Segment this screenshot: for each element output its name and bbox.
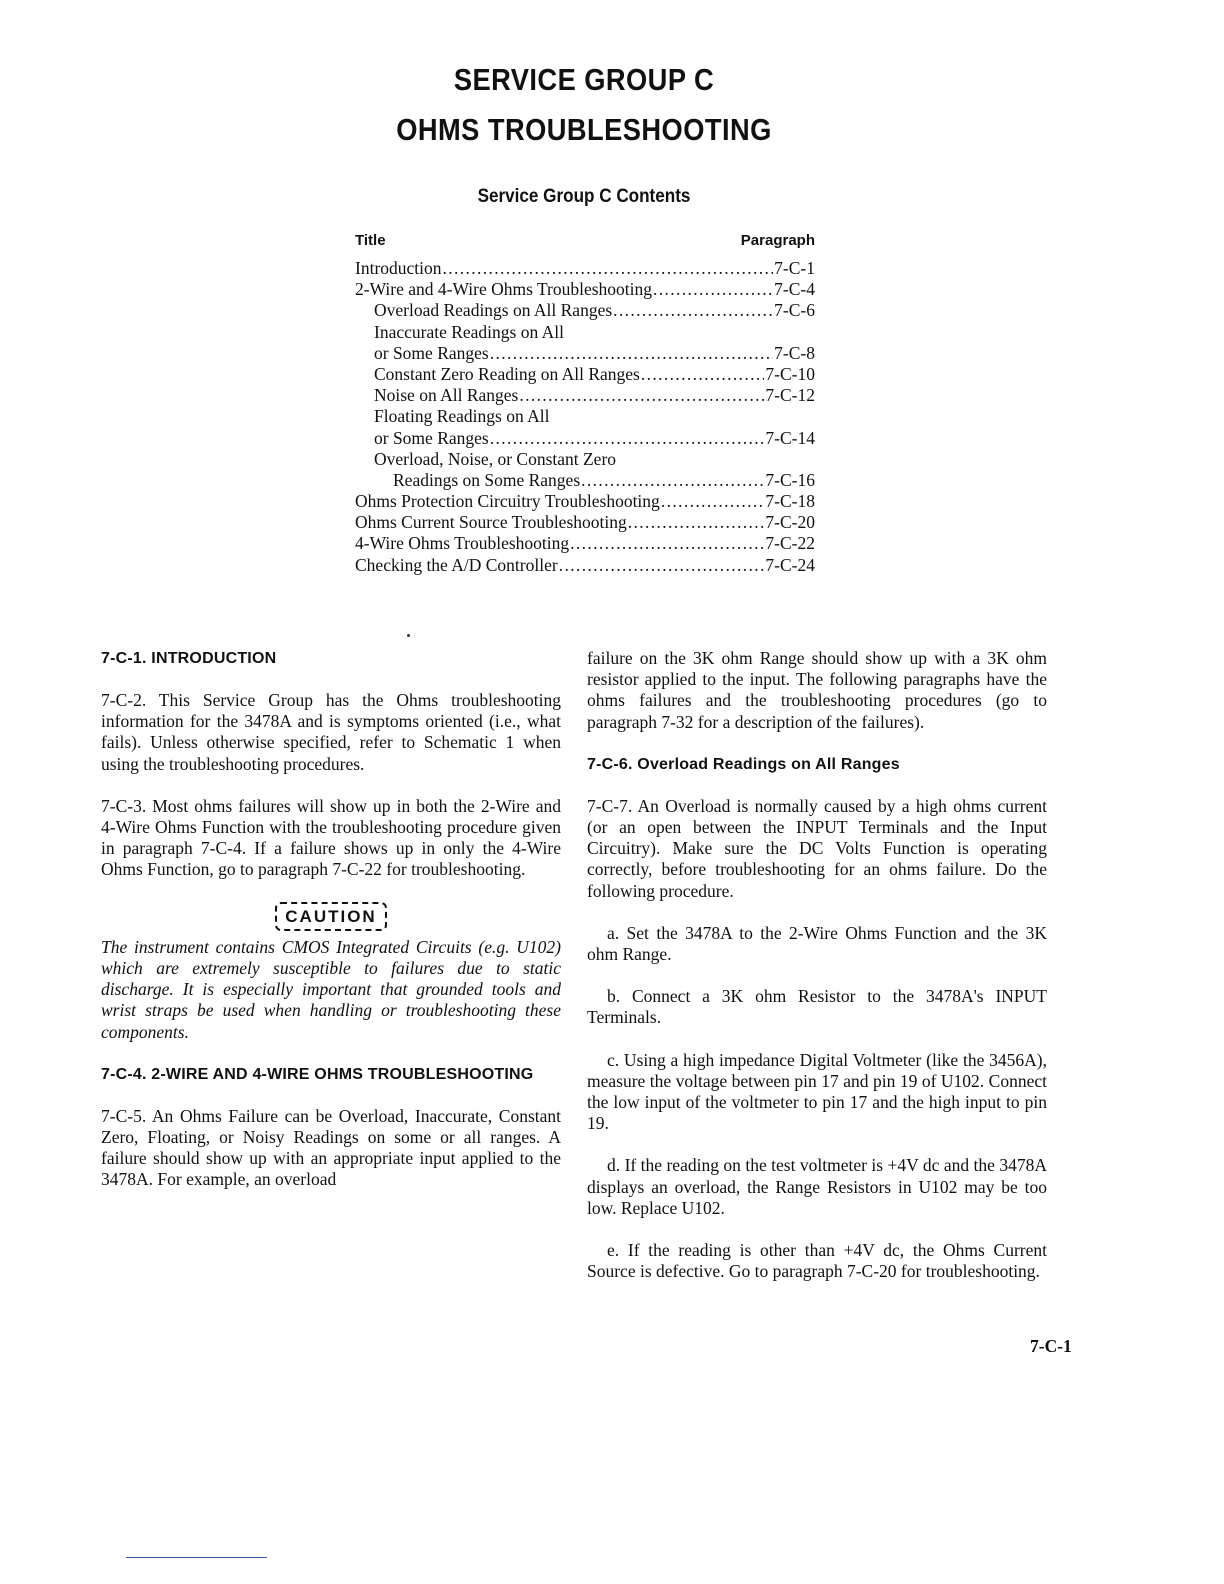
toc-row[interactable] — [355, 364, 815, 385]
paragraph-7-c-7: 7-C-7. An Overload is normally caused by a high ohms current (or an open between the INPUT Terminals and the Input Circuitry). Make sure the DC Volts Function is operating correctly, before troubleshooting for an ohms failure. Do the following procedure. — [587, 795, 1047, 901]
toc-paragraph-column: Paragraph — [740, 232, 815, 249]
toc-label: Readings on Some Ranges — [393, 469, 581, 490]
toc-row[interactable] — [355, 300, 815, 321]
toc-label: or Some Ranges — [374, 427, 489, 448]
toc-label: Inaccurate Readings on All — [374, 321, 565, 342]
toc-number: 7-C-16 — [765, 469, 815, 490]
table-of-contents — [355, 232, 815, 576]
toc-number: 7-C-12 — [765, 385, 815, 406]
service-group-title: SERVICE GROUP C — [453, 62, 715, 97]
step-c: c. Using a high impedance Digital Voltmeter (like the 3456A), measure the voltage between pin 17 and pin 19 of U102. Connect the low input of the voltmeter to pin 17 and the high input to pin 19. — [587, 1049, 1047, 1134]
toc-label: 4-Wire Ohms Troubleshooting — [355, 533, 570, 554]
step-a: a. Set the 3478A to the 2-Wire Ohms Function and the 3K ohm Range. — [587, 922, 1047, 965]
toc-row[interactable] — [355, 533, 815, 554]
toc-row — [355, 449, 815, 470]
toc-row[interactable] — [355, 555, 815, 576]
toc-row[interactable] — [355, 258, 815, 279]
toc-label: Floating Readings on All — [374, 406, 550, 427]
toc-row[interactable] — [355, 491, 815, 512]
toc-label: Introduction — [355, 258, 442, 278]
section-7-c-4-heading: 7-C-4. 2-WIRE AND 4-WIRE OHMS TROUBLESHOOTING — [101, 1065, 534, 1083]
page-number: 7-C-1 — [1030, 1336, 1072, 1356]
toc-label: Noise on All Ranges — [374, 385, 519, 406]
page-title: OHMS TROUBLESHOOTING — [396, 112, 772, 147]
toc-row — [355, 322, 815, 343]
toc-row[interactable] — [355, 470, 815, 491]
toc-number: 7-C-14 — [765, 427, 815, 448]
paragraph-7-c-2: 7-C-2. This Service Group has the Ohms troubleshooting information for the 3478A and is symptoms oriented (i.e., what fails). Unless otherwise specified, refer to Schematic 1 when using the troubleshooting procedures. — [101, 690, 561, 774]
toc-label: Overload, Noise, or Constant Zero — [374, 448, 617, 469]
step-e: e. If the reading is other than +4V dc, the Ohms Current Source is defective. Go to paragraph 7-C-20 for troubleshooting. — [587, 1240, 1047, 1282]
paragraph-7-c-3: 7-C-3. Most ohms failures will show up in both the 2-Wire and 4-Wire Ohms Function with the troubleshooting procedure given in paragraph 7-C-4. If a failure shows up in only the 4-Wire Ohms Function, go to paragraph 7-C-22 for troubleshooting. — [101, 795, 561, 880]
toc-number: 7-C-4 — [774, 279, 815, 300]
toc-label: or Some Ranges — [374, 342, 489, 363]
toc-row[interactable] — [355, 343, 815, 364]
left-column — [101, 648, 561, 1212]
toc-row — [355, 406, 815, 427]
toc-row[interactable] — [355, 512, 815, 533]
toc-row[interactable] — [355, 385, 815, 406]
introduction-heading: 7-C-1. INTRODUCTION — [101, 650, 277, 667]
right-column — [587, 648, 1047, 1303]
toc-number: 7-C-18 — [765, 491, 815, 512]
caution-text: The instrument contains CMOS Integrated Circuits (e.g. U102) which are extremely susceptible to failures due to static discharge. It is especially important that grounded tools and wrist straps be used when handling or troubleshooting these components. — [101, 936, 561, 1042]
toc-label: Checking the A/D Controller — [355, 554, 558, 575]
toc-row[interactable] — [355, 279, 815, 300]
toc-label: Ohms Current Source Troubleshooting — [355, 512, 627, 533]
caution-banner — [101, 902, 561, 931]
toc-number: 7-C-22 — [765, 533, 815, 554]
toc-number: 7-C-1 — [774, 258, 815, 278]
toc-label: 2-Wire and 4-Wire Ohms Troubleshooting — [355, 279, 653, 300]
paragraph-7-c-5-continued: failure on the 3K ohm Range should show up with a 3K ohm resistor applied to the input. The following paragraphs have the ohms failures and the troubleshooting procedures (go to paragraph 7-32 for a description of the failures). — [587, 648, 1047, 732]
toc-label: Constant Zero Reading on All Ranges — [374, 363, 640, 384]
stray-mark — [407, 634, 410, 637]
toc-label: Overload Readings on All Ranges — [374, 300, 613, 321]
toc-header — [355, 232, 815, 258]
toc-number: 7-C-20 — [765, 512, 815, 533]
caution-label: CAUTION — [275, 902, 386, 931]
section-7-c-6-heading: 7-C-6. Overload Readings on All Ranges — [587, 755, 900, 773]
toc-label: Ohms Protection Circuitry Troubleshooting — [355, 491, 660, 512]
toc-title-column: Title — [355, 232, 386, 249]
toc-number: 7-C-6 — [774, 300, 815, 321]
toc-number: 7-C-10 — [765, 363, 815, 384]
toc-row[interactable] — [355, 428, 815, 449]
step-b: b. Connect a 3K ohm Resistor to the 3478A's INPUT Terminals. — [587, 986, 1047, 1028]
contents-heading: Service Group C Contents — [477, 186, 691, 207]
paragraph-7-c-5: 7-C-5. An Ohms Failure can be Overload, Inaccurate, Constant Zero, Floating, or Noisy Readings on some or all ranges. A failure should show up with an appropriate input applied to the 3478A. For example, an overload — [101, 1105, 561, 1190]
toc-number: 7-C-24 — [765, 554, 815, 575]
toc-number: 7-C-8 — [774, 342, 815, 363]
step-d: d. If the reading on the test voltmeter is +4V dc and the 3478A displays an overload, the Range Resistors in U102 may be too low. Replace U102. — [587, 1155, 1047, 1218]
footer-rule — [126, 1557, 267, 1558]
